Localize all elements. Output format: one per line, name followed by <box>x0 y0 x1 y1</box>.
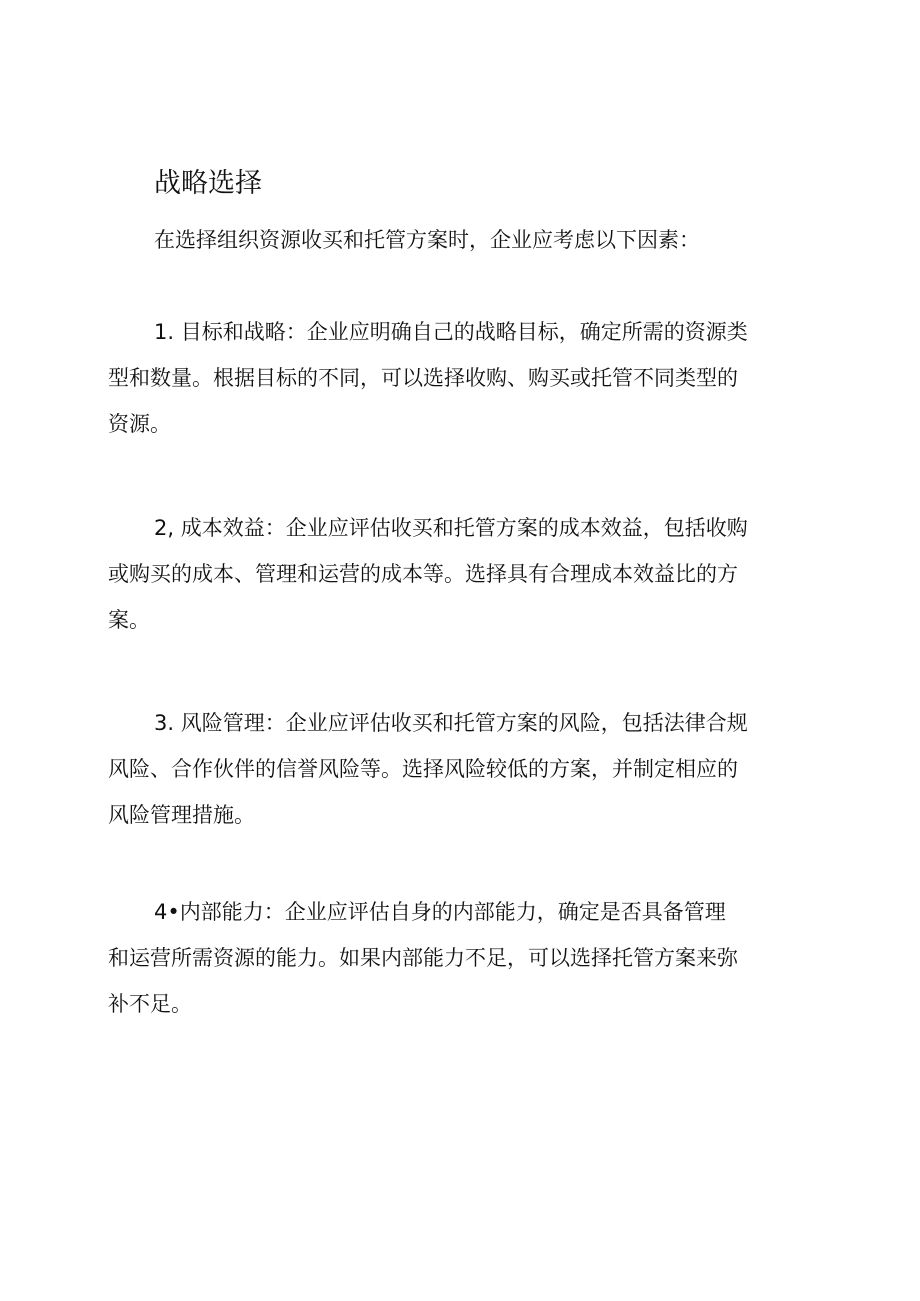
list-item-line: 型和数量。根据目标的不同，可以选择收购、购买或托管不同类型的 <box>108 366 738 390</box>
list-item-cost-benefit <box>108 505 812 643</box>
list-item-line: 1. 目标和战略：企业应明确自己的战略目标，确定所需的资源类 <box>154 320 748 344</box>
list-item-line: 4•内部能力：企业应评估自身的内部能力，确定是否具备管理 <box>154 900 726 924</box>
list-item-line: 2, 成本效益：企业应评估收买和托管方案的成本效益，包括收购 <box>154 516 748 540</box>
list-item-line: 补不足。 <box>108 992 192 1016</box>
list-item-line: 资源。 <box>108 412 171 436</box>
page-title: 战略选择 <box>154 168 262 199</box>
list-item-line: 3. 风险管理：企业应评估收买和托管方案的风险，包括法律合规 <box>154 711 748 735</box>
list-item-line: 和运营所需资源的能力。如果内部能力不足，可以选择托管方案来弥 <box>108 946 738 970</box>
list-item-risk-management <box>108 700 812 838</box>
intro-paragraph: 在选择组织资源收买和托管方案时，企业应考虑以下因素： <box>154 228 700 252</box>
list-item-line: 风险管理措施。 <box>108 803 255 827</box>
list-item-internal-capability <box>108 889 812 1027</box>
list-item-line: 或购买的成本、管理和运营的成本等。选择具有合理成本效益比的方 <box>108 562 738 586</box>
list-item-line: 案。 <box>108 608 150 632</box>
list-item-goals-strategy <box>108 309 812 447</box>
list-item-line: 风险、合作伙伴的信誉风险等。选择风险较低的方案，并制定相应的 <box>108 757 738 781</box>
